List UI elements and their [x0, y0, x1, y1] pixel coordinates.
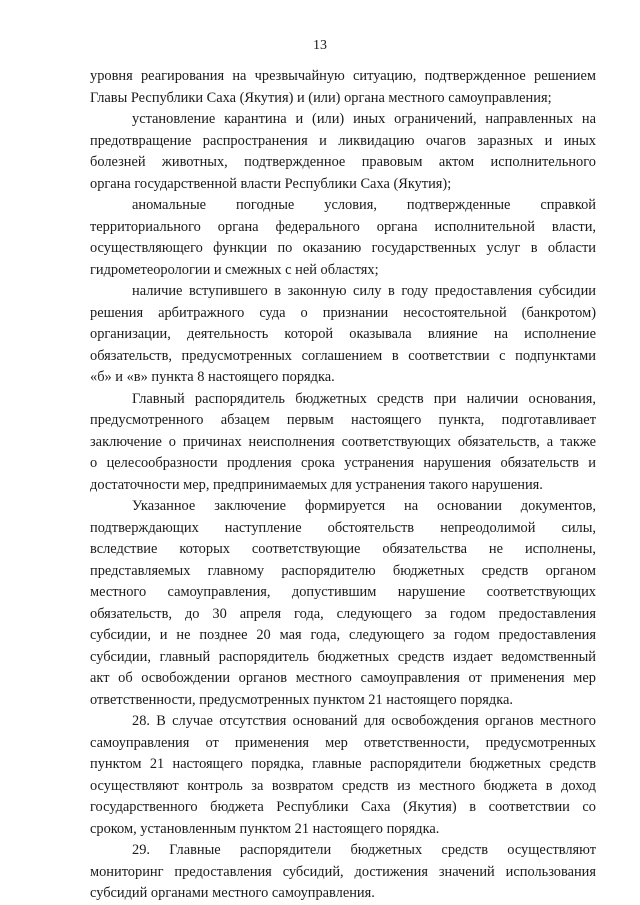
text-line: самоуправления от применения мер ответственности, предусмотренных [90, 734, 596, 751]
text-line: установление карантина и (или) иных ограничений, направленных на [132, 111, 596, 127]
text-line: наличие вступившего в законную силу в году предоставления субсидии [132, 283, 596, 299]
text-line: достаточности мер, предпринимаемых для устранения такого нарушения. [90, 476, 543, 493]
text-line: о целесообразности продления срока устранения нарушения обязательств и [90, 455, 596, 471]
text-line: государственного бюджета Республики Саха (Якутия) в соответствии со [90, 799, 596, 815]
text-line: вследствие которых соответствующие обязательства не исполнены, [90, 541, 596, 557]
text-line: осуществляют контроль за возвратом средств из местного бюджета в доход [90, 777, 596, 794]
text-line: организации, деятельность которой оказывала влияние на исполнение [90, 326, 596, 342]
text-line: представляемых главному распорядителю бюджетных средств органом [90, 562, 596, 579]
text-line: 28. В случае отсутствия оснований для освобождения органов местного [132, 713, 596, 729]
text-line: 29. Главные распорядители бюджетных средств осуществляют [132, 842, 596, 858]
text-line: территориального органа федерального органа исполнительной власти, [90, 218, 596, 235]
text-line: осуществляющего функции по оказанию государственных услуг в области [90, 240, 596, 256]
document-body [90, 66, 596, 905]
text-line: акт об освобождении органов местного самоуправления от применения мер [90, 670, 596, 686]
text-line: ответственности, предусмотренных пунктом 21 настоящего порядка. [90, 691, 514, 708]
text-line: «б» и «в» пункта 8 настоящего порядка. [90, 369, 335, 385]
text-line: пунктом 21 настоящего порядка, главные распорядители бюджетных средств [90, 756, 596, 772]
text-line: подтверждающих наступление обстоятельств непреодолимой силы, [90, 519, 596, 536]
text-line: гидрометеорологии и смежных с ней областях; [90, 261, 379, 278]
text-line: заключение о причинах неисполнения соответствующих обязательств, а также [90, 433, 596, 450]
text-line: Указанное заключение формируется на основании документов, [132, 498, 596, 514]
text-line: аномальные погодные условия, подтвержденные справкой [132, 197, 596, 213]
text-line: обязательств, до 30 апреля года, следующего за годом предоставления [90, 605, 596, 622]
text-line: решения арбитражного суда о признании несостоятельной (банкротом) [90, 304, 596, 321]
text-line: Главы Республики Саха (Якутия) и (или) органа местного самоуправления; [90, 89, 552, 106]
text-line: болезней животных, подтвержденное правовым актом исполнительного [90, 154, 596, 170]
text-line: сроком, установленным пунктом 21 настоящего порядка. [90, 820, 440, 837]
page-number: 13 [313, 38, 327, 53]
text-line: уровня реагирования на чрезвычайную ситуацию, подтвержденное решением [90, 68, 596, 84]
text-line: Главный распорядитель бюджетных средств при наличии основания, [132, 390, 596, 407]
text-line: предотвращение распространения и ликвидацию очагов заразных и иных [90, 132, 596, 149]
text-line: субсидий органами местного самоуправления. [90, 885, 375, 901]
text-line: местного самоуправления, допустившим нарушение соответствующих [90, 584, 596, 600]
text-line: обязательств, предусмотренных соглашением в соответствии с подпунктами [90, 347, 596, 364]
text-line: органа государственной власти Республики Саха (Якутия); [90, 175, 452, 192]
text-line: субсидии, главный распорядитель бюджетных средств издает ведомственный [90, 648, 596, 665]
text-line: мониторинг предоставления субсидий, достижения значений использования [90, 863, 596, 880]
text-line: субсидии, и не позднее 20 мая года, следующего за годом предоставления [90, 627, 596, 643]
text-line: предусмотренного абзацем первым настоящего пункта, подготавливает [90, 412, 596, 428]
